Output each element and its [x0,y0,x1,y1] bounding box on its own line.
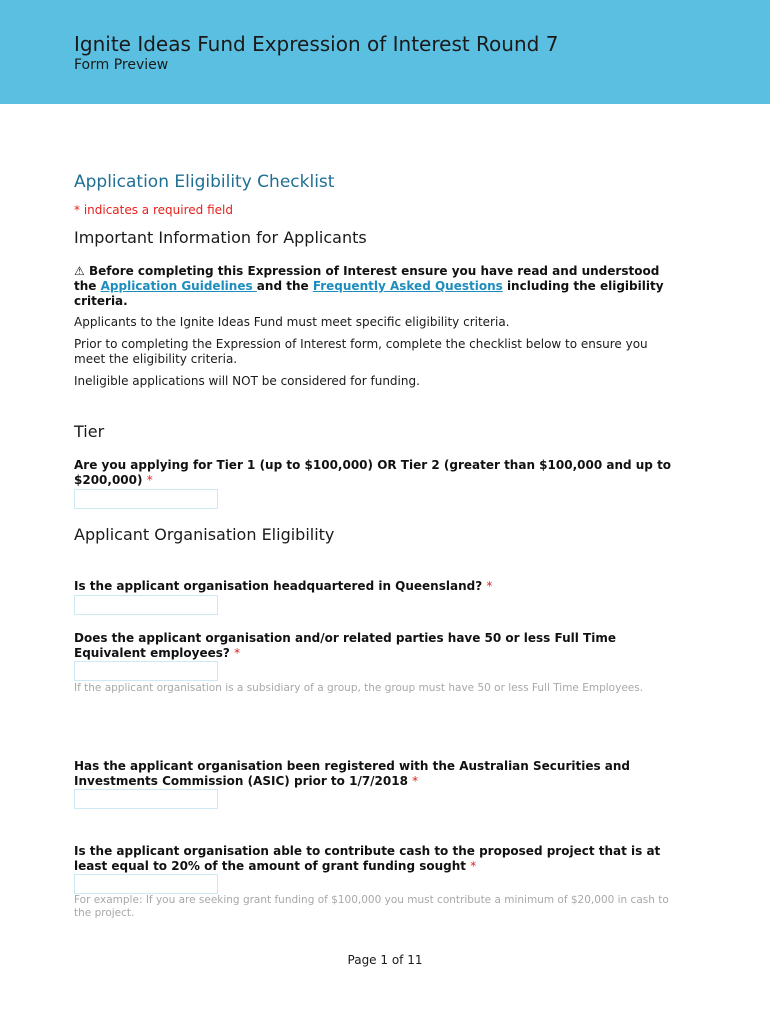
required-star: * [146,473,153,487]
question-headquarters-text: Is the applicant organisation headquartered in Queensland? [74,579,483,593]
info-paragraph-1: Applicants to the Ignite Ideas Fund must meet specific eligibility criteria. [74,315,510,329]
warning-icon: ⚠ [74,264,85,278]
fte-input[interactable] [74,661,218,681]
warning-notice [74,264,674,309]
info-paragraph-3: Ineligible applications will NOT be considered for funding. [74,374,420,388]
cash-contribution-input[interactable] [74,874,218,894]
required-star: * [486,579,493,593]
question-headquarters [74,579,684,594]
question-asic [74,759,684,789]
important-info-heading: Important Information for Applicants [74,228,367,247]
question-cash-contribution [74,844,684,874]
header-banner [0,0,770,104]
application-guidelines-link[interactable]: Application Guidelines [100,279,257,293]
tier-input[interactable] [74,489,218,509]
cash-help-text: For example: If you are seeking grant funding of $100,000 you must contribute a minimum of $20,000 in cash to the project. [74,894,669,919]
question-tier-text: Are you applying for Tier 1 (up to $100,000) OR Tier 2 (greater than $100,000 and up to $200,000) [74,458,672,487]
required-star: * [470,859,477,873]
question-tier [74,458,684,488]
question-asic-text: Has the applicant organisation been registered with the Australian Securities and Investments Commission (ASIC) prior to 1/7/2018 [74,759,631,788]
warning-text-3: including the eligibility criteria. [74,279,664,308]
page-title: Ignite Ideas Fund Expression of Interest Round 7 [74,32,559,56]
required-star: * [412,774,419,788]
headquarters-input[interactable] [74,595,218,615]
required-star: * [234,646,241,660]
required-field-note: * indicates a required field [74,203,233,217]
tier-heading: Tier [74,422,105,441]
question-fte [74,631,684,661]
question-cash-text: Is the applicant organisation able to contribute cash to the proposed project that is at least equal to 20% of the amount of grant funding sought [74,844,661,873]
fte-help-text: If the applicant organisation is a subsidiary of a group, the group must have 50 or less Full Time Employees. [74,682,644,694]
asic-input[interactable] [74,789,218,809]
info-paragraph-2: Prior to completing the Expression of Interest form, complete the checklist below to ensure you meet the eligibility criteria. [74,337,648,366]
warning-text-2: and the [256,279,313,293]
faq-link[interactable]: Frequently Asked Questions [312,279,503,293]
page-subtitle: Form Preview [74,57,169,73]
page-number: Page 1 of 11 [347,953,423,967]
eligibility-heading: Applicant Organisation Eligibility [74,525,335,544]
question-fte-text: Does the applicant organisation and/or related parties have 50 or less Full Time Equivalent employees? [74,631,616,660]
section-title: Application Eligibility Checklist [74,172,335,192]
warning-text-1: Before completing this Expression of Interest ensure you have read and understood the [74,264,660,293]
